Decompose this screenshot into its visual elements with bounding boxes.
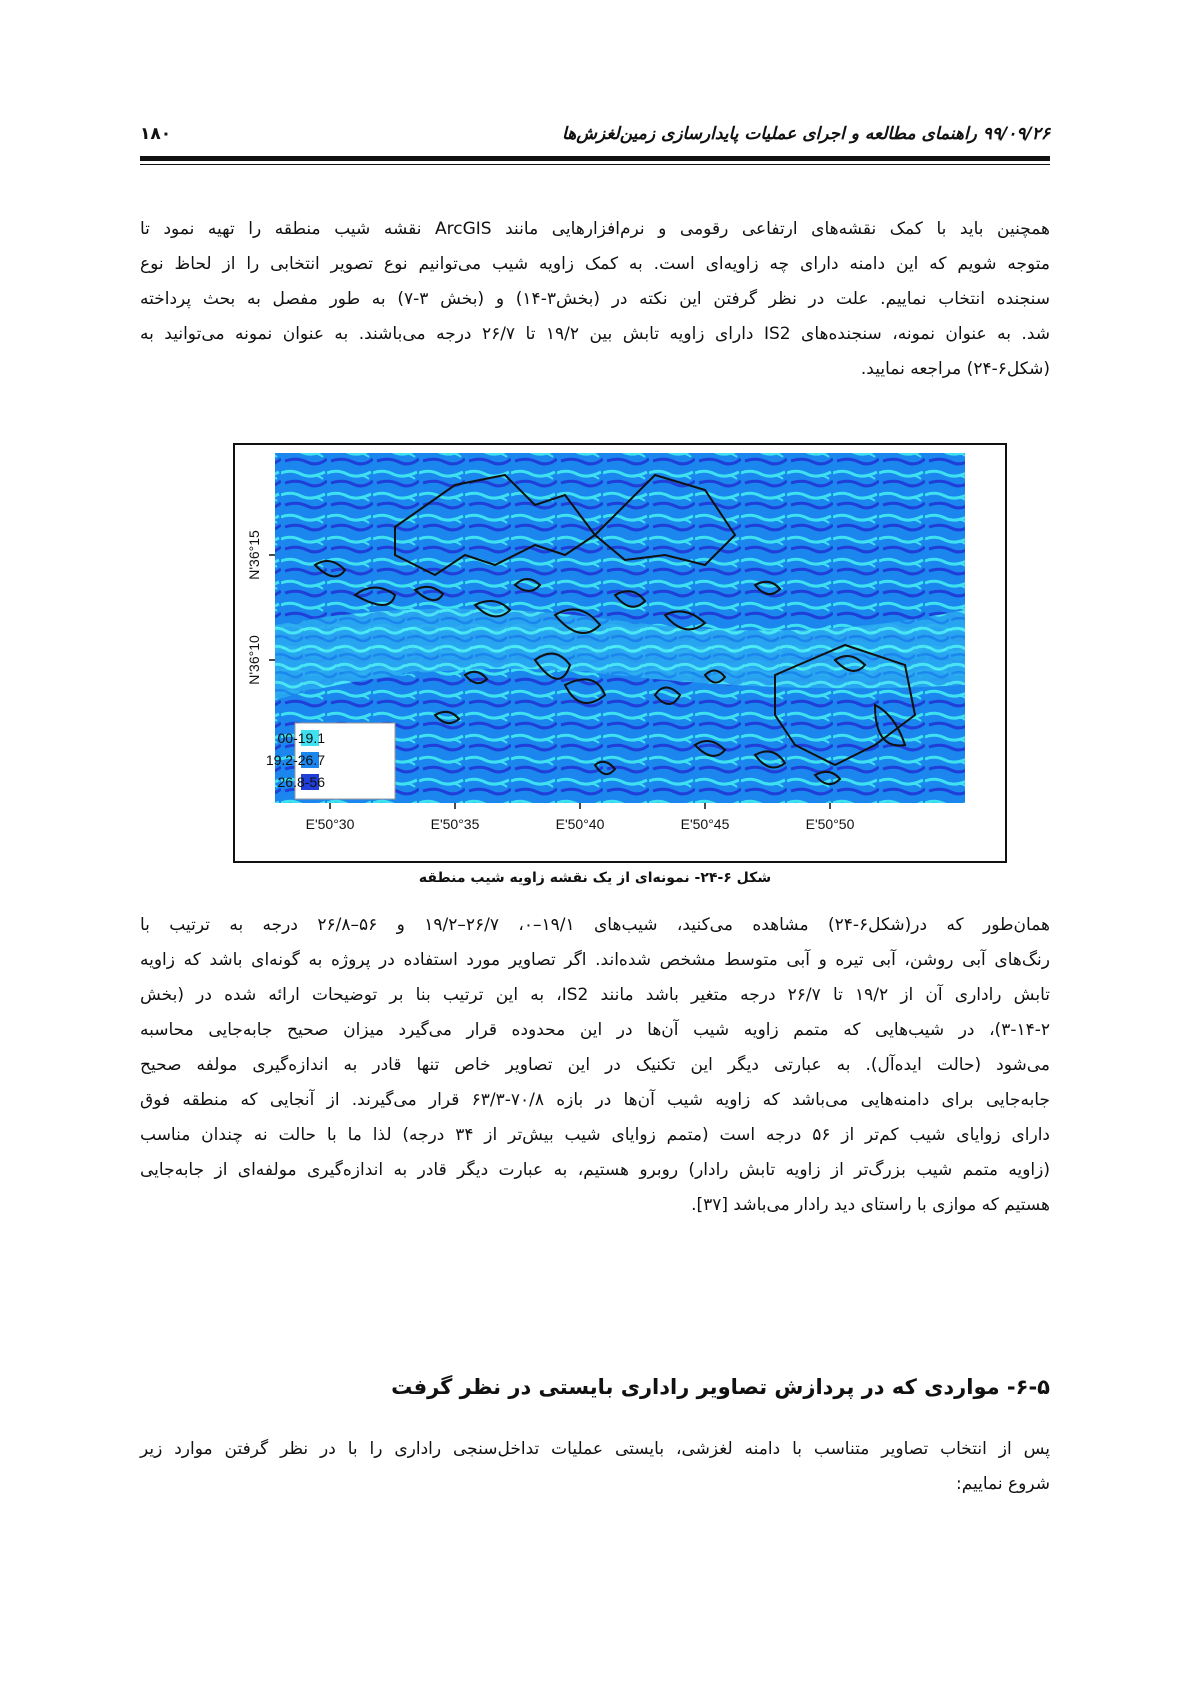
x-tick-label: 50°40'E (555, 816, 605, 832)
paragraph-line: (شکل۶-۲۴) مراجعه نمایید. (860, 359, 1050, 379)
section-heading: ۶-۵- مواردی که در پردازش تصاویر راداری بایستی در نظر گرفت (391, 1375, 1050, 1399)
paragraph-2 (140, 908, 1050, 1223)
header-rule-thick (140, 156, 1050, 161)
paragraph-line: هستیم که موازی با راستای دید رادار می‌باشد [۳۷]. (691, 1195, 1050, 1215)
page-number: ۱۸۰ (140, 124, 172, 144)
paragraph-line: دارای زوایای شیب کم‌تر از ۵۶ درجه است (متمم زوایای شیب بیش‌تر از ۳۴ درجه) لذا ما با حالت نه چندان مناسب (140, 1125, 1050, 1145)
paragraph-line: ۳-۱۴-۲)، در شیب‌هایی که متمم زاویه شیب آن‌ها در این محدوده قرار می‌گیرد میزان صحیح جابه‌جایی محاسبه (140, 1020, 1050, 1040)
paragraph-line: همان‌طور که در(شکل۶-۲۴) مشاهده می‌کنید، شیب‌های ۱۹/۱–۰، ۲۶/۷–۱۹/۲ و ۵۶–۲۶/۸ درجه به ترتیب با (140, 915, 1051, 935)
slope-map-figure (233, 443, 1007, 863)
paragraph-line: (زاویه متمم شیب بزرگ‌تر از زاویه تابش رادار) روبرو هستیم، به عبارت دیگر قادر به اندازه‌گیری مولفه‌ای از جابه‌جایی (140, 1160, 1050, 1180)
y-tick-label: 36°10'N (246, 635, 262, 685)
paragraph-line: رنگ‌های آبی روشن، آبی تیره و آبی متوسط مشخص شده‌اند. اگر تصاویر مورد استفاده در پروژه به گونه‌ای باشد که زاویه (140, 950, 1050, 970)
paragraph-line: متوجه شویم که این دامنه دارای چه زاویه‌ای است. به کمک زاویه شیب می‌توانیم نوع تصویر انتخابی را از لحاظ نوع (140, 254, 1050, 274)
x-tick-label: 50°45'E (680, 816, 730, 832)
paragraph-line: شد. به عنوان نمونه، سنجنده‌های IS2 دارای زاویه تابش بین ۱۹/۲ تا ۲۶/۷ درجه می‌باشند. به عنوان نمونه می‌توانید به (140, 324, 1050, 344)
slope-map (235, 445, 1005, 861)
header-title: ۹۹/۰۹/۲۶ راهنمای مطالعه و اجرای عملیات پایدارسازی زمین‌لغزش‌ها (562, 124, 1050, 144)
paragraph-3 (140, 1432, 1050, 1502)
paragraph-line: می‌شود (حالت ایده‌آل). به عبارتی دیگر این تکنیک در این تصاویر خاص تنها قادر به اندازه‌گیری مولفه صحیح (140, 1055, 1050, 1075)
map-legend (266, 723, 395, 799)
paragraph-line: تابش راداری آن از ۱۹/۲ تا ۲۶/۷ درجه متغیر باشد مانند IS2، به این ترتیب بنا بر توضیحات ارائه شده در (بخش (140, 985, 1050, 1005)
header-rule-thin (140, 164, 1050, 165)
x-tick-label: 50°30'E (305, 816, 355, 832)
paragraph-line: جابه‌جایی برای دامنه‌هایی می‌باشد که زاویه شیب آن‌ها در بازه ۷۰/۸-۶۳/۳ قرار می‌گیرند. از آنجایی که منطقه فوق (140, 1090, 1050, 1110)
y-tick-label: 36°15'N (246, 530, 262, 580)
x-tick-label: 50°50'E (805, 816, 855, 832)
page-header (140, 124, 1050, 152)
figure-caption: شکل ۶-۲۴- نمونه‌ای از یک نقشه زاویه شیب منطقه (418, 870, 772, 886)
paragraph-line: شروع نماییم: (955, 1474, 1050, 1494)
paragraph-line: پس از انتخاب تصاویر متناسب با دامنه لغزشی، بایستی عملیات تداخل‌سنجی راداری را با در نظر گرفتن موارد زیر (140, 1439, 1050, 1459)
paragraph-1 (140, 212, 1050, 387)
paragraph-line: همچنین باید با کمک نقشه‌های ارتفاعی رقومی و نرم‌افزارهایی مانند ArcGIS نقشه شیب منطقه را تهیه نمود تا (140, 219, 1050, 239)
legend-label: 26.8-56 (277, 774, 325, 790)
y-axis (269, 555, 275, 660)
paragraph-line: سنجنده انتخاب نماییم. علت در نظر گرفتن این نکته در (بخش۳-۱۴) و (بخش ۳-۷) به طور مفصل به بحث پرداخته (140, 289, 1050, 309)
legend-label: 19.2-26.7 (265, 752, 325, 768)
x-tick-label: 50°35'E (430, 816, 480, 832)
legend-label: 00-19.1 (277, 730, 325, 746)
x-axis (330, 803, 830, 809)
